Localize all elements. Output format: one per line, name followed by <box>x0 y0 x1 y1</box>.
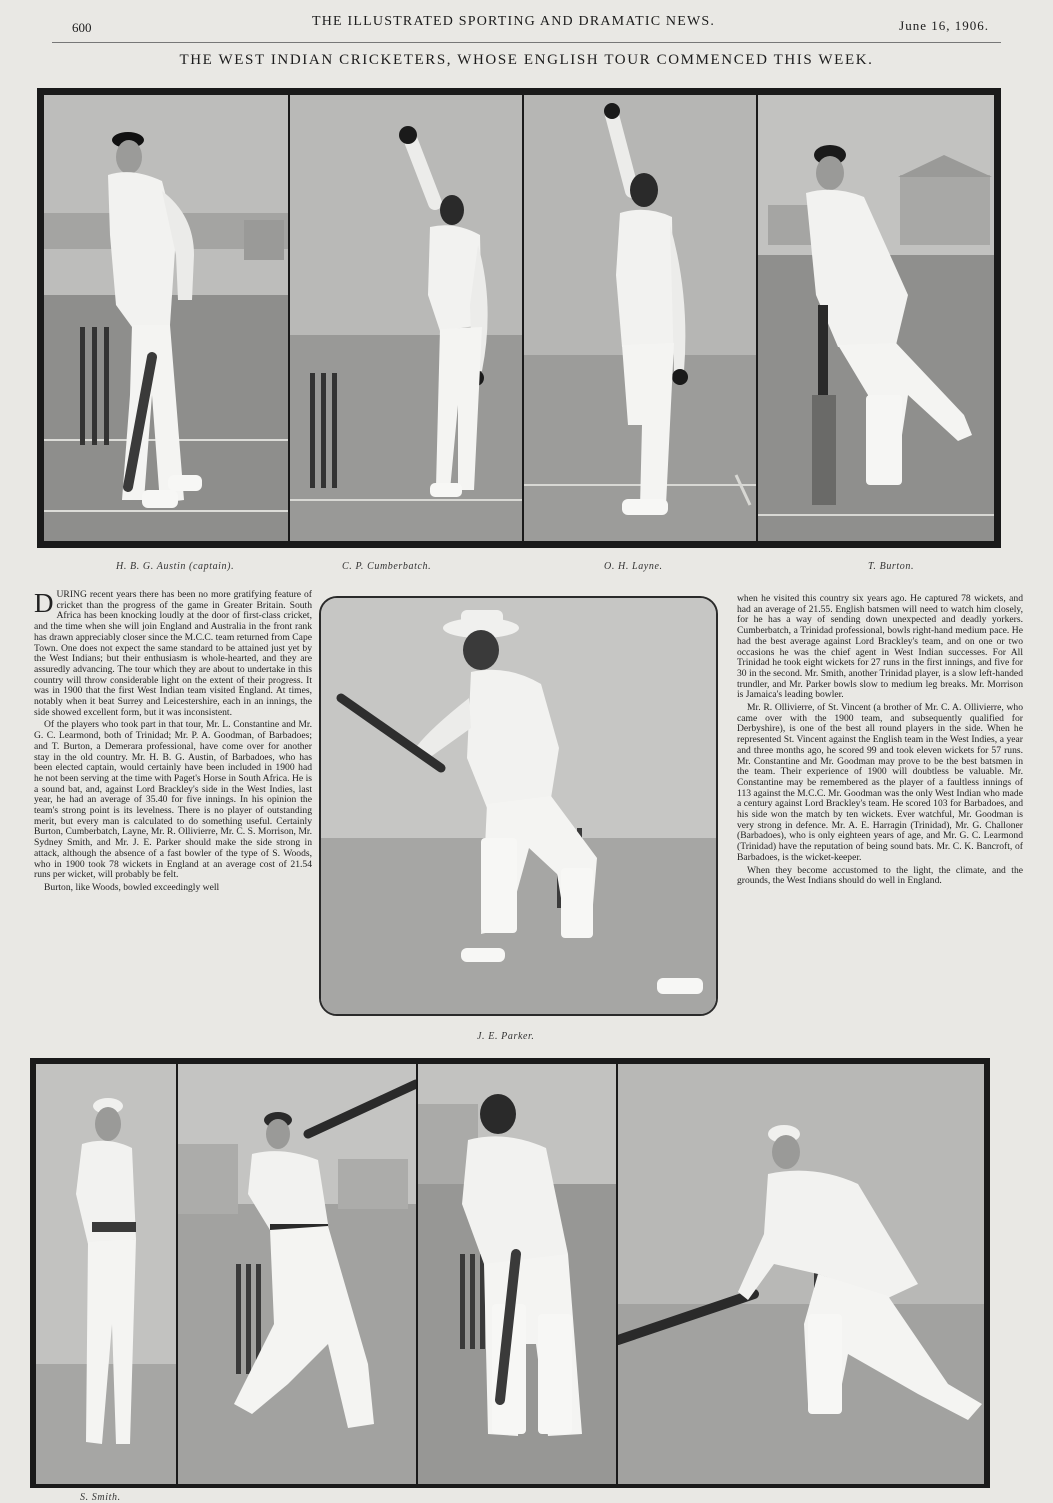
caption-smith: S. Smith. <box>80 1492 121 1503</box>
issue-date: June 16, 1906. <box>899 18 989 33</box>
photo-smith <box>36 1064 176 1484</box>
photo-austin <box>44 95 288 541</box>
article-paragraph-6: When they become accustomed to the light, the climate, and the grounds, the West Indians should do well in England. <box>737 864 1023 887</box>
article-paragraph-2: Of the players who took part in that tour, Mr. L. Constantine and Mr. G. C. Learmond, both of Trinidad; Mr. P. A. Goodman, of Barbadoes; and T. Burton, a Demerara professional, have come over for another stay in the old country. Mr. H. B. G. Austin, of Barbadoes, who has been elected captain, would certainly have been included in 1900 had he not been serving at the time with Paget's Horse in South Africa. He is a sound bat, and, against Lord Brackley's side in the West Indies, last year, he had an average of 35.40 for five innings. In his opinion the team's strong point is its levelness. There is no player of outstanding merit, but every man is calculated to do something useful. Certainly Burton, Cumberbatch, Layne, Mr. R. Ollivierre, Mr. C. S. Morrison, Mr. Sydney Smith, and Mr. J. E. Parker should make the side strong in attack, although the absence of a fast bowler of the type of S. Woods, who in 1900 took 78 wickets in England at an average cost of 21.54 runs per wicket, will probably be felt. <box>34 719 312 881</box>
caption-burton: T. Burton. <box>868 561 915 572</box>
article-right-column <box>737 594 1023 1040</box>
article-left-column <box>34 590 312 1030</box>
headline: THE WEST INDIAN CRICKETERS, WHOSE ENGLISH TOUR COMMENCED THIS WEEK. <box>179 52 874 68</box>
photo-batsman-2 <box>178 1064 416 1484</box>
article-paragraph-5: Mr. R. Ollivierre, of St. Vincent (a brother of Mr. C. A. Ollivierre, who came over with the 1900 team, and subsequently qualified for Derbyshire), is one of the best all round players in the side. When he represented St. Vincent against the English team in the West Indies, a year and three months ago, he scored 99 and took eleven wickets for 57 runs. Mr. Constantine and Mr. Goodman may prove to be the best batsmen in the team. Their experience of 1900 will doubtless be valuable. Mr. Constantine may be remembered as the player of a faultless innings of 113 against the M.C.C. Mr. Goodman was the only West Indian who made a century against Lord Brackley's team. He scored 103 for Barbadoes, and his side won the match by ten wickets. Ever watchful, Mr. Goodman is very strong in defence. Mr. A. E. Harragin (Trinidad), Mr. G. Challoner (Barbadoes), who is only eighteen years of age, and Mr. G. C. Learmond (Trinidad) have the reputation of being sound bats. Mr. C. K. Bancroft, of Barbadoes, is the wicket-keeper. <box>737 702 1023 863</box>
caption-parker: J. E. Parker. <box>477 1031 535 1042</box>
drop-cap: D <box>34 590 54 618</box>
header-rule <box>52 42 1001 43</box>
article-paragraph-1-text: URING recent years there has been no more gratifying feature of cricket than the progress of the game in Greater Britain. South Africa has been knocking loudly at the door of first-class cricket, and the time when she will join England and Australia in the front rank has drawn appreciably closer since the M.C.C. team returned from Cape Town. One does not expect the same standard to be attained just yet by the West Indians; but their enthusiasm is whole-hearted, and they are assuredly advancing. The tour which they are about to undertake in this country will throw considerable light on the extent of their progress. It was in 1900 that the first West Indian team visited England. At times, notably when it beat Surrey and Leicestershire, each in an innings, the side showed excellent form, but it was inconsistent. <box>34 590 312 718</box>
publication-title: THE ILLUSTRATED SPORTING AND DRAMATIC NEWS. <box>312 14 716 29</box>
caption-austin: H. B. G. Austin (captain). <box>116 561 235 572</box>
article-paragraph-1 <box>34 590 312 718</box>
caption-cumberbatch: C. P. Cumberbatch. <box>342 561 432 572</box>
page-number: 600 <box>72 20 92 35</box>
photo-burton <box>758 95 994 541</box>
caption-layne: O. H. Layne. <box>604 561 663 572</box>
article-paragraph-3: Burton, like Woods, bowled exceedingly well <box>44 881 220 893</box>
article-paragraph-4: when he visited this country six years ago. He captured 78 wickets, and had an average of 21.55. English batsmen will need to watch him closely, for he has a way of sending down unexpected and deadly yorkers. Cumberbatch, a Trinidad professional, bowls right-hand medium pace. He had the best average against Lord Brackley's team, and on one or two occasions he was the chief agent in West Indian successes. For All Trinidad he took eight wickets for 27 runs in the first innings, and five for 30 in the second. Mr. Smith, another Trinidad player, is a slow left-handed trundler, and Mr. Parker bowls slow to medium leg breaks. Mr. Morrison is Jamaica's leading bowler. <box>737 594 1023 701</box>
photo-layne <box>524 95 756 541</box>
photo-batsman-3 <box>418 1064 616 1484</box>
photo-cumberbatch <box>290 95 522 541</box>
photo-batsman-4 <box>618 1064 984 1484</box>
photo-parker <box>319 596 718 1016</box>
